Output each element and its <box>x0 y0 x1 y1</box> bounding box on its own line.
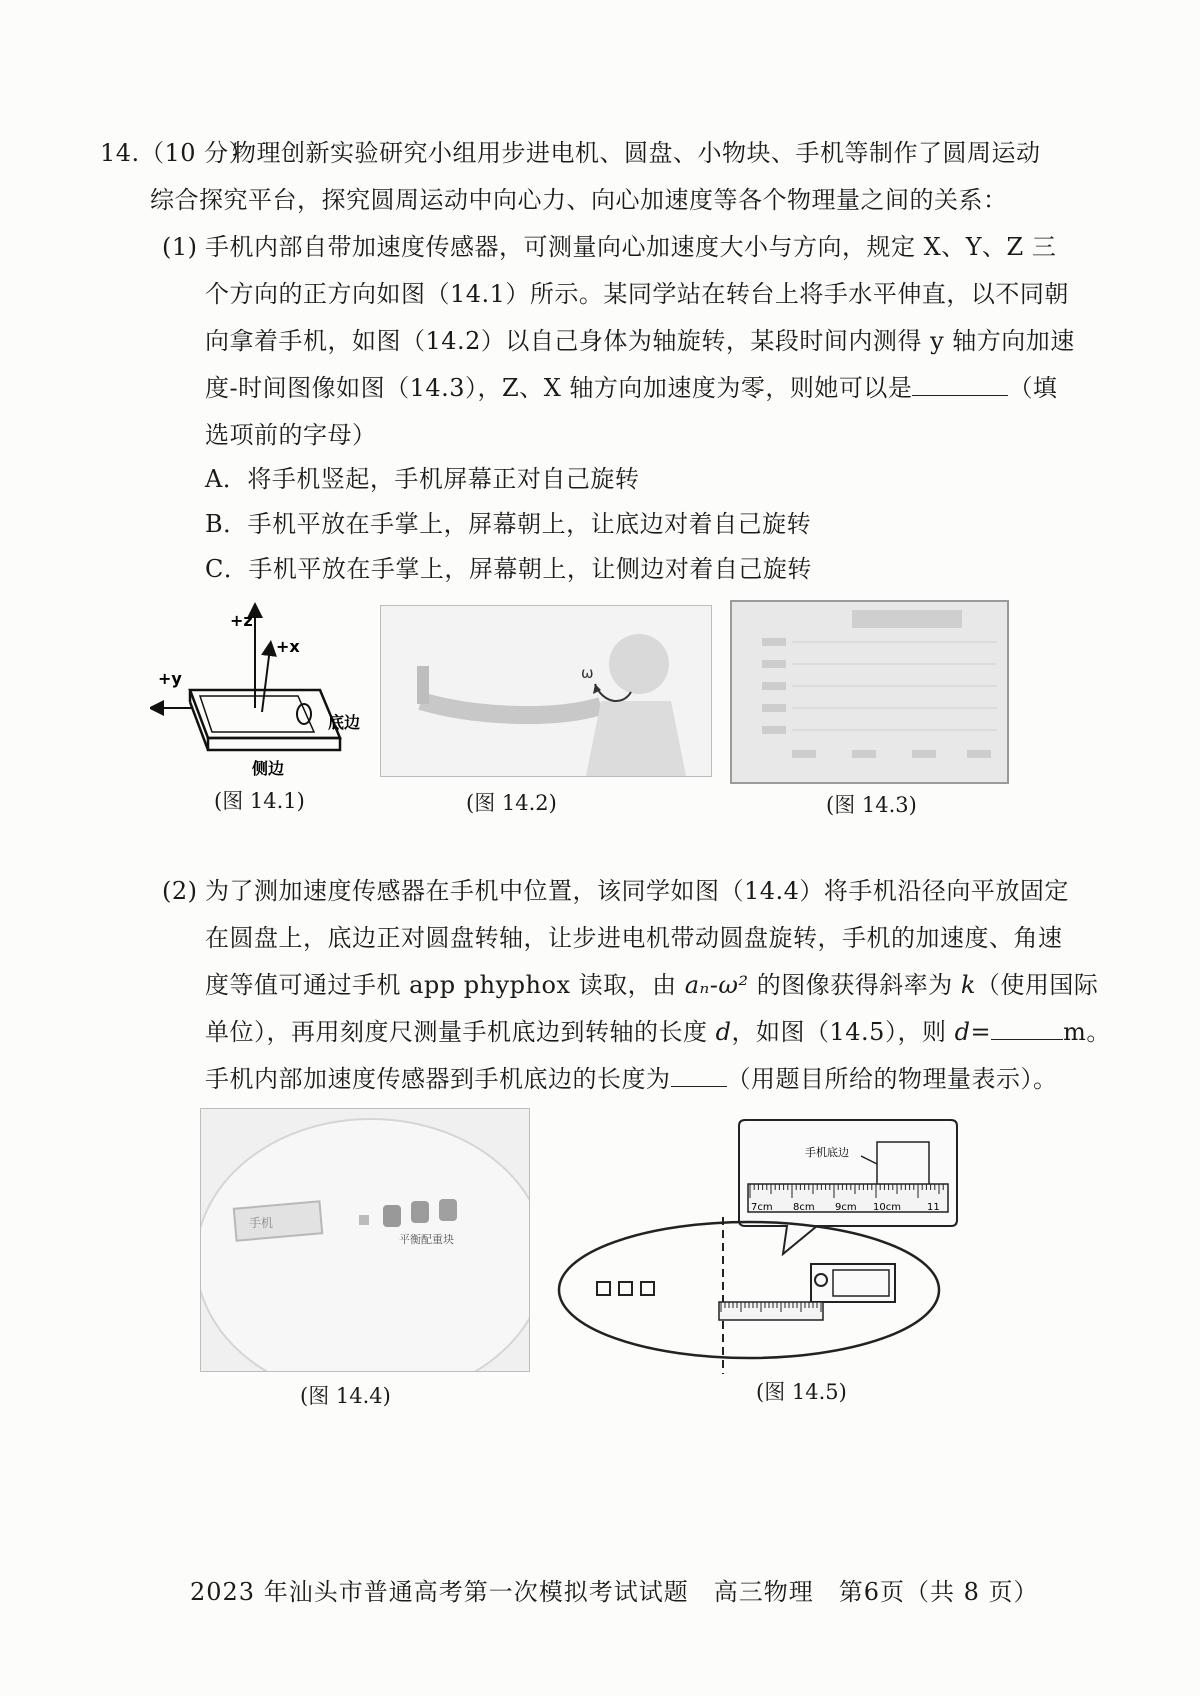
option-c: C．手机平放在手掌上，屏幕朝上，让侧边对着自己旋转 <box>205 555 812 583</box>
fig5-phone-edge-label: 手机底边 <box>805 1146 849 1159</box>
fig4-phone-label: 手机 <box>249 1216 274 1230</box>
part2-line3 <box>205 969 1098 1001</box>
part1-line5: 选项前的字母） <box>205 421 377 449</box>
figure-14-1-caption: (图 14.1) <box>214 789 305 813</box>
part2-line5-b: （用题目所给的物理量表示）。 <box>726 1065 1058 1093</box>
figure-14-1-diagram <box>150 600 375 780</box>
fig5-tick-8cm: 8cm <box>793 1202 815 1213</box>
part1-label: (1) <box>162 233 198 261</box>
fig1-z-label: +z <box>230 611 253 630</box>
answer-blank-2[interactable] <box>991 1017 1063 1040</box>
part2-line4 <box>205 1016 1111 1048</box>
page-footer: 2023 年汕头市普通高考第一次模拟考试试题 高三物理 第6页（共 8 页） <box>190 1578 1039 1606</box>
figure-14-3-caption: (图 14.3) <box>826 793 917 817</box>
part1-line3: 向拿着手机，如图（14.2）以自己身体为轴旋转，某段时间内测得 y 轴方向加速 <box>205 327 1075 355</box>
figure-14-5-diagram <box>555 1112 975 1377</box>
figure-14-5-caption: (图 14.5) <box>756 1380 847 1404</box>
part2-line5-a: 手机内部加速度传感器到手机底边的长度为 <box>205 1065 671 1093</box>
figure-14-2-caption: (图 14.2) <box>466 791 557 815</box>
part2-line4-eq: = <box>970 1018 992 1046</box>
fig1-y-label: +y <box>158 669 182 688</box>
symbol-d: d <box>715 1018 732 1046</box>
part2-line4-a: 单位），再用刻度尺测量手机底边到转轴的长度 <box>205 1018 716 1046</box>
symbol-d-2: d <box>954 1018 971 1046</box>
part1-line2: 个方向的正方向如图（14.1）所示。某同学站在转台上将手水平伸直，以不同朝 <box>205 280 1069 308</box>
question-intro-line2: 综合探究平台，探究圆周运动中向心力、向心加速度等各个物理量之间的关系： <box>150 186 1008 214</box>
part1-line1: 手机内部自带加速度传感器，可测量向心加速度大小与方向，规定 X、Y、Z 三 <box>205 233 1057 261</box>
part1-line4-text: 度-时间图像如图（14.3），Z、X 轴方向加速度为零，则她可以是 <box>205 374 913 402</box>
fig1-x-label: +x <box>276 637 300 656</box>
figure-14-3-screen <box>730 600 1009 784</box>
part2-line1: 为了测加速度传感器在手机中位置，该同学如图（14.4）将手机沿径向平放固定 <box>205 877 1069 905</box>
part2-line4-b: ，如图（14.5），则 <box>731 1018 955 1046</box>
answer-blank-1[interactable] <box>912 373 1008 396</box>
fig5-tick-7cm: 7cm <box>751 1202 773 1213</box>
fig5-tick-10cm: 10cm <box>873 1202 901 1213</box>
fig1-bottom-label: 底边 <box>328 713 361 732</box>
part1-line4-tail: （填 <box>1008 374 1058 402</box>
symbol-k: k <box>960 971 976 999</box>
option-a: A．将手机竖起，手机屏幕正对自己旋转 <box>205 465 640 493</box>
fig5-ruler <box>719 1302 823 1320</box>
figure-14-4-photo <box>200 1108 530 1372</box>
answer-blank-3[interactable] <box>671 1064 727 1087</box>
fig5-tick-9cm: 9cm <box>835 1202 857 1213</box>
part2-line5 <box>205 1063 1058 1095</box>
figure-14-4-caption: (图 14.4) <box>300 1384 391 1408</box>
fig1-side-label: 侧边 <box>252 759 285 778</box>
figure-14-2-photo <box>380 605 712 777</box>
formula-an-omega2: aₙ-ω² <box>684 971 749 999</box>
part2-line4-unit: m。 <box>1063 1018 1111 1046</box>
part2-line3-b: 的图像获得斜率为 <box>748 971 961 999</box>
question-number: 14. <box>100 139 140 167</box>
option-b: B．手机平放在手掌上，屏幕朝上，让底边对着自己旋转 <box>205 510 812 538</box>
part1-line4 <box>205 372 1057 404</box>
part2-line2: 在圆盘上，底边正对圆盘转轴，让步进电机带动圆盘旋转，手机的加速度、角速 <box>205 924 1063 952</box>
part2-line3-c: （使用国际 <box>975 971 1099 999</box>
fig4-balance-label: 平衡配重块 <box>399 1233 454 1246</box>
question-points: （10 分） <box>140 139 254 167</box>
part2-line3-a: 度等值可通过手机 app phyphox 读取，由 <box>205 971 685 999</box>
fig2-omega: ω <box>581 664 594 682</box>
part2-label: (2) <box>162 877 198 905</box>
question-intro-line1: 物理创新实验研究小组用步进电机、圆盘、小物块、手机等制作了圆周运动 <box>232 139 1041 167</box>
fig5-tick-11: 11 <box>927 1202 940 1213</box>
